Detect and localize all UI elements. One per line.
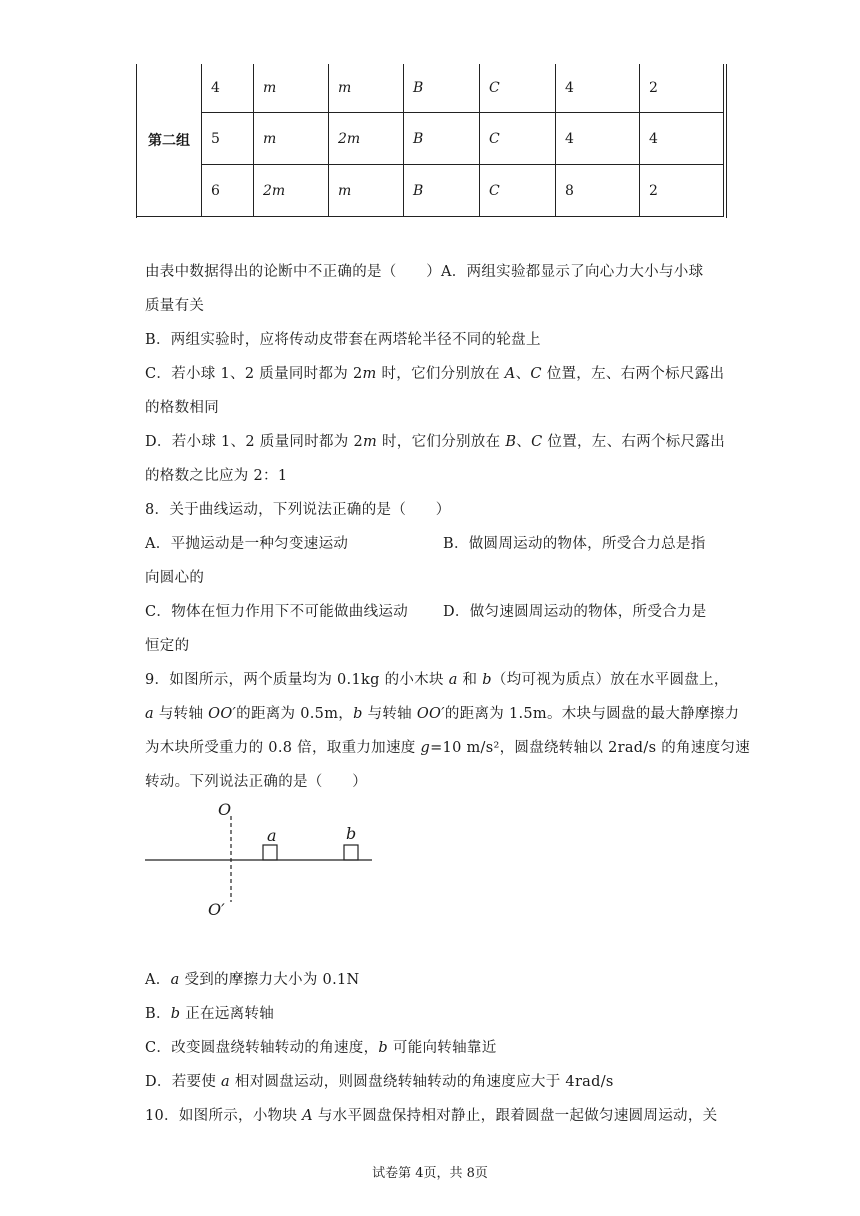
q10-stem-line1: 10．如图所示，小物块 A 与水平圆盘保持相对静止，跟着圆盘一起做匀速圆周运动，关 [145,1108,718,1124]
disk-diagram [140,796,380,926]
q7-option-b: B．两组实验时，应将传动皮带套在两塔轮半径不同的轮盘上 [145,332,541,348]
group-label: 第二组 [137,64,202,217]
q7-option-d-line2: 的格数之比应为 2：1 [145,468,288,484]
table-cell: 2m [329,113,404,165]
table-cell: 5 [202,113,254,165]
table-cell: 2 [640,165,724,217]
table-right-border [726,64,727,218]
block-b [344,845,358,860]
table-cell: B [404,64,480,113]
q9-stem-line4: 转动。下列说法正确的是（ ） [145,774,367,790]
table-cell: B [404,113,480,165]
q8-option-b-line2: 向圆心的 [145,570,205,586]
table-cell: m [254,113,329,165]
label-a: a [267,826,277,845]
table-cell: 2 [640,64,724,113]
label-b: b [346,824,357,843]
q7-stem-line1: 由表中数据得出的论断中不正确的是（ ）A．两组实验都显示了向心力大小与小球 [145,264,704,280]
rotating-disk-figure [140,796,380,926]
q9-stem-line2: a 与转轴 OO′的距离为 0.5m，b 与转轴 OO′的距离为 1.5m。木块与圆盘的最大静摩擦力 [145,706,740,722]
q8-stem: 8．关于曲线运动，下列说法正确的是（ ） [145,502,451,518]
q8-option-c: C．物体在恒力作用下不可能做曲线运动 [145,604,408,620]
q7-option-c-line2: 的格数相同 [145,400,219,416]
label-o: O [218,800,232,819]
table-row [137,64,724,113]
table-cell: C [480,64,556,113]
table-cell: 4 [556,64,640,113]
q9-option-d: D．若要使 a 相对圆盘运动，则圆盘绕转轴转动的角速度应大于 4rad/s [145,1074,614,1090]
label-o-prime: O′ [208,900,225,919]
q8-option-d-line1: D．做匀速圆周运动的物体，所受合力是 [443,604,707,620]
table-row [137,113,724,165]
table-cell: m [254,64,329,113]
table-cell: C [480,165,556,217]
table-cell: 4 [556,113,640,165]
q8-options-row1 [145,534,348,554]
table-cell: 4 [202,64,254,113]
q9-option-c: C．改变圆盘绕转轴转动的角速度，b 可能向转轴靠近 [145,1040,497,1056]
q9-stem-line3: 为木块所受重力的 0.8 倍，取重力加速度 g=10 m/s²，圆盘绕转轴以 2rad/s 的角速度匀速 [145,740,751,756]
q8-option-d-line2: 恒定的 [145,638,190,654]
table-cell: 4 [640,113,724,165]
table-cell: 6 [202,165,254,217]
q9-option-a: A．a 受到的摩擦力大小为 0.1N [145,972,360,988]
table-cell: C [480,113,556,165]
page-footer: 试卷第 4页，共 8页 [372,1166,488,1181]
table-cell: m [329,165,404,217]
q8-option-a: A．平抛运动是一种匀变速运动 [145,536,349,552]
experiment-data-table [136,64,724,217]
table-cell: m [329,64,404,113]
q8-option-b-line1: B．做圆周运动的物体，所受合力总是指 [443,536,706,552]
table-cell: 2m [254,165,329,217]
q9-option-b: B．b 正在远离转轴 [145,1006,275,1022]
table-cell: B [404,165,480,217]
block-a [263,845,277,860]
q7-stem-line2: 质量有关 [145,298,205,314]
q7-option-c-line1: C．若小球 1、2 质量同时都为 2m 时，它们分别放在 A、C 位置，左、右两个标尺露出 [145,366,725,382]
table-row [137,165,724,217]
table-cell: 8 [556,165,640,217]
q9-stem-line1: 9．如图所示，两个质量均为 0.1kg 的小木块 a 和 b（均可视为质点）放在水平圆盘上， [145,672,729,688]
q7-option-d-line1: D．若小球 1、2 质量同时都为 2m 时，它们分别放在 B、C 位置，左、右两个标尺露出 [145,434,726,450]
